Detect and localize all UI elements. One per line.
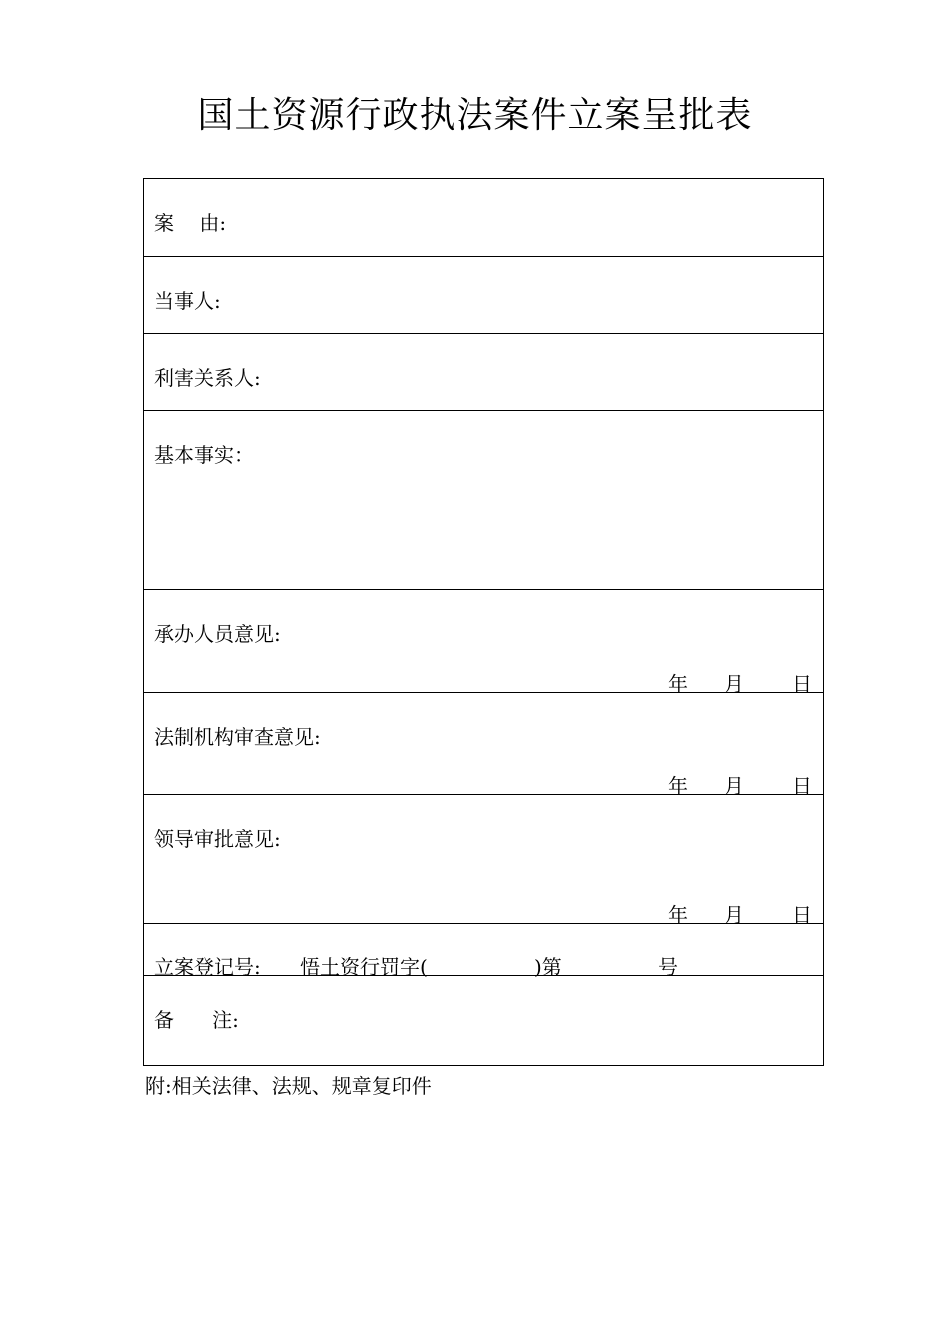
leader-approval-label: 领导审批意见: — [154, 827, 281, 851]
leader-approval-row[interactable] — [144, 795, 823, 927]
party-row[interactable] — [144, 257, 823, 334]
date-year-label: 年 — [668, 903, 688, 927]
interested-party-label: 利害关系人: — [154, 366, 261, 390]
date-month-label: 月 — [724, 903, 744, 927]
date-day-label: 日 — [792, 903, 812, 927]
registration-label: 立案登记号: — [154, 955, 261, 979]
attachment-note: 附:相关法律、法规、规章复印件 — [145, 1074, 432, 1098]
date-day-label: 日 — [792, 672, 812, 696]
remarks-row[interactable] — [144, 976, 823, 1066]
basic-facts-row[interactable] — [144, 411, 823, 590]
case-reason-row[interactable] — [144, 179, 823, 257]
approval-form-table — [143, 178, 824, 1066]
date-year-label: 年 — [668, 774, 688, 798]
form-title: 国土资源行政执法案件立案呈批表 — [197, 95, 753, 136]
legal-review-row[interactable] — [144, 693, 823, 798]
registration-middle: )第 — [534, 955, 562, 979]
registration-suffix: 号 — [658, 955, 678, 979]
handler-opinion-row[interactable] — [144, 590, 823, 696]
registration-prefix: 悟土资行罚字( — [300, 955, 428, 979]
registration-row[interactable] — [144, 924, 823, 979]
remarks-label: 备 注: — [154, 1008, 239, 1032]
legal-review-label: 法制机构审查意见: — [154, 725, 321, 749]
date-year-label: 年 — [668, 672, 688, 696]
date-month-label: 月 — [724, 672, 744, 696]
case-reason-label: 案 由: — [154, 211, 227, 235]
basic-facts-label: 基本事实： — [154, 443, 254, 467]
handler-opinion-label: 承办人员意见: — [154, 622, 281, 646]
party-label: 当事人: — [154, 289, 221, 313]
date-month-label: 月 — [724, 774, 744, 798]
date-day-label: 日 — [792, 774, 812, 798]
interested-party-row[interactable] — [144, 334, 823, 411]
